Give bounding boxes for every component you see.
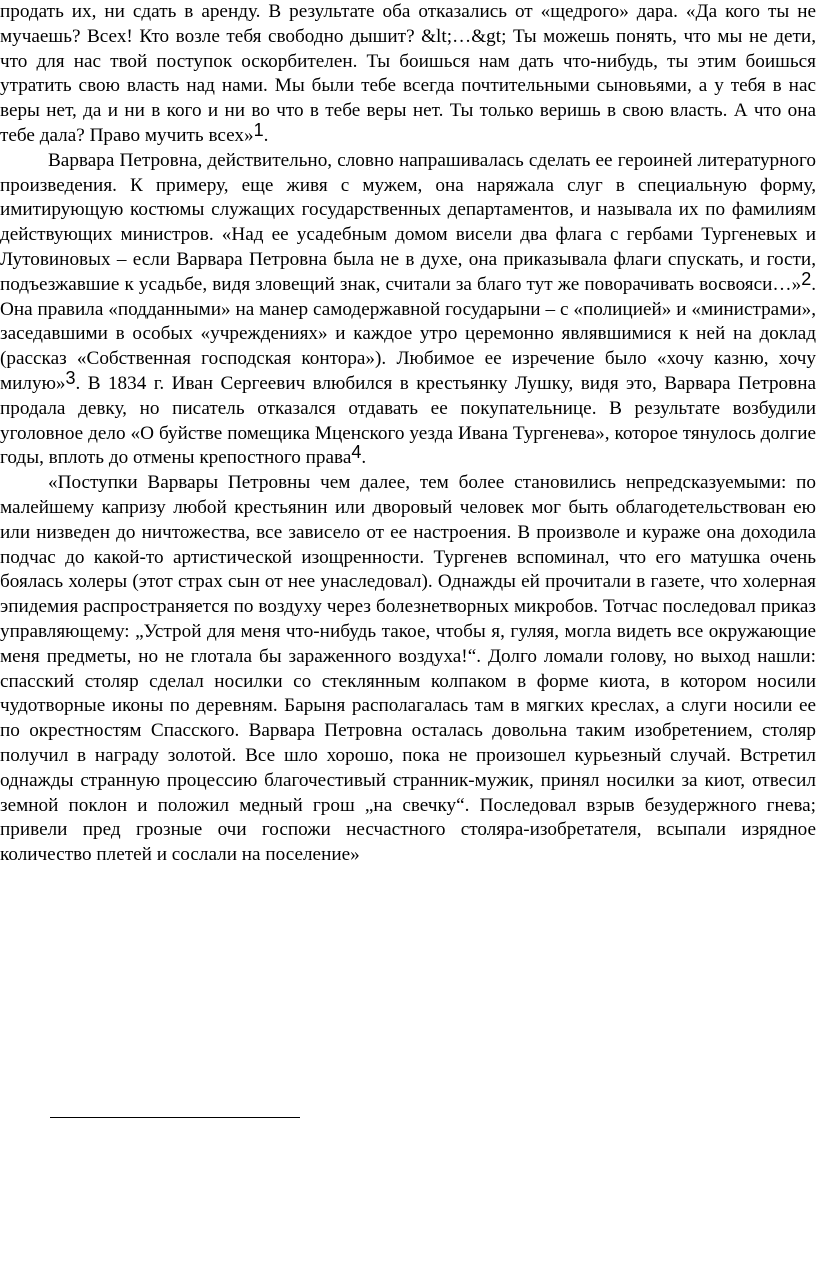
paragraph <box>0 149 816 471</box>
paragraph-text: продать их, ни сдать в аренду. В результате оба отказались от «щедрого» дара. «Да кого ты не мучаешь? Всех! Кто возле тебя свободно дышит? &lt;…&gt; Ты можешь понять, что мы не дети, что для нас твой поступок оскорбителен. Ты боишься нам дать что-нибудь, ты этим боишься утратить свою власть над нами. Мы были тебе всегда почтительными сыновьями, а у тебя в нас веры нет, да и ни в кого и ни во что в тебе веры нет. Ты только веришь в свою власть. А что она тебе дала? Право мучить всех» <box>0 1 816 146</box>
footnote-separator <box>50 1117 300 1118</box>
paragraph-text: «Поступки Варвары Петровны чем далее, тем более становились непредсказуемыми: по малейшему капризу любой крестьянин или дворовый человек мог быть облагодетельствован ею или низведен до ничтожества, все зависело от ее настроения. В произволе и кураже она доходила подчас до какой-то артистической изощренности. Тургенев вспоминал, что его матушка очень боялась холеры (этот страх сын от нее унаследовал). Однажды ей прочитали в газете, что холерная эпидемия распространяется по воздуху через болезнетворных микробов. Тотчас последовал приказ управляющему: „Устрой для меня что-нибудь такое, чтобы я, гуляя, могла видеть все окружающие меня предметы, но не глотала бы зараженного воздуха!“. Долго ломали голову, но выход нашли: спасский столяр сделал носилки со стеклянным колпаком в форме киота, в котором носили чудотворные иконы по деревням. Барыня располагалась там в мягких креслах, а слуги носили ее по окрестностям Спасского. Варвара Петровна осталась довольна таким изобретением, столяр получил в награду золотой. Все шло хорошо, пока не произошел курьезный случай. Встретил однажды странную процессию благочестивый странник-мужик, принял носилки за киот, отвесил земной поклон и положил медный грош „на свечку“. Последовал взрыв безудержного гнева; привели пред грозные очи госпожи несчастного столяра-изобретателя, всыпали изрядное количество плетей и сослали на поселение» <box>0 472 816 866</box>
paragraph-text: . <box>361 447 367 469</box>
paragraph-text: . В 1834 г. Иван Сергеевич влюбился в крестьянку Лушку, видя это, Варвара Петровна продала девку, но писатель отказался отдавать ее покупательнице. В результате возбудили уголовное дело «О буйстве помещика Мценского уезда Ивана Тургенева», которое тянулось долгие годы, вплоть до отмены крепостного права <box>0 372 816 469</box>
paragraph-text: . <box>263 124 269 146</box>
paragraph <box>0 0 816 149</box>
paragraph <box>0 471 816 868</box>
footnote-reference[interactable]: 4 <box>351 442 362 463</box>
footnote-reference[interactable]: 3 <box>65 367 76 388</box>
paragraph-text: . Она правила «подданными» на манер самодержавной государыни – с «полицией» и «министрами», заседавшими в особых «учреждениях» и каждое утро церемонно являвшимися к ней на доклад (рассказ «Собственная господская контора»). Любимое ее изречение было «хочу казню, хочу милую» <box>0 273 816 394</box>
footnote-reference[interactable]: 1 <box>253 119 264 140</box>
paragraph-text: Варвара Петровна, действительно, словно напрашивалась сделать ее героиней литературного произведения. К примеру, еще живя с мужем, она наряжала слуг в специальную форму, имитирующую костюмы служащих государственных департаментов, и называла их по фамилиям действующих министров. «Над ее усадебным домом висели два флага с гербами Тургеневых и Лутовиновых – если Варвара Петровна была не в духе, она приказывала флаги спускать, и гости, подъезжавшие к усадьбе, видя зловещий знак, считали за благо тут же поворачивать восвояси…» <box>0 149 816 295</box>
footnote-reference[interactable]: 2 <box>801 268 812 289</box>
